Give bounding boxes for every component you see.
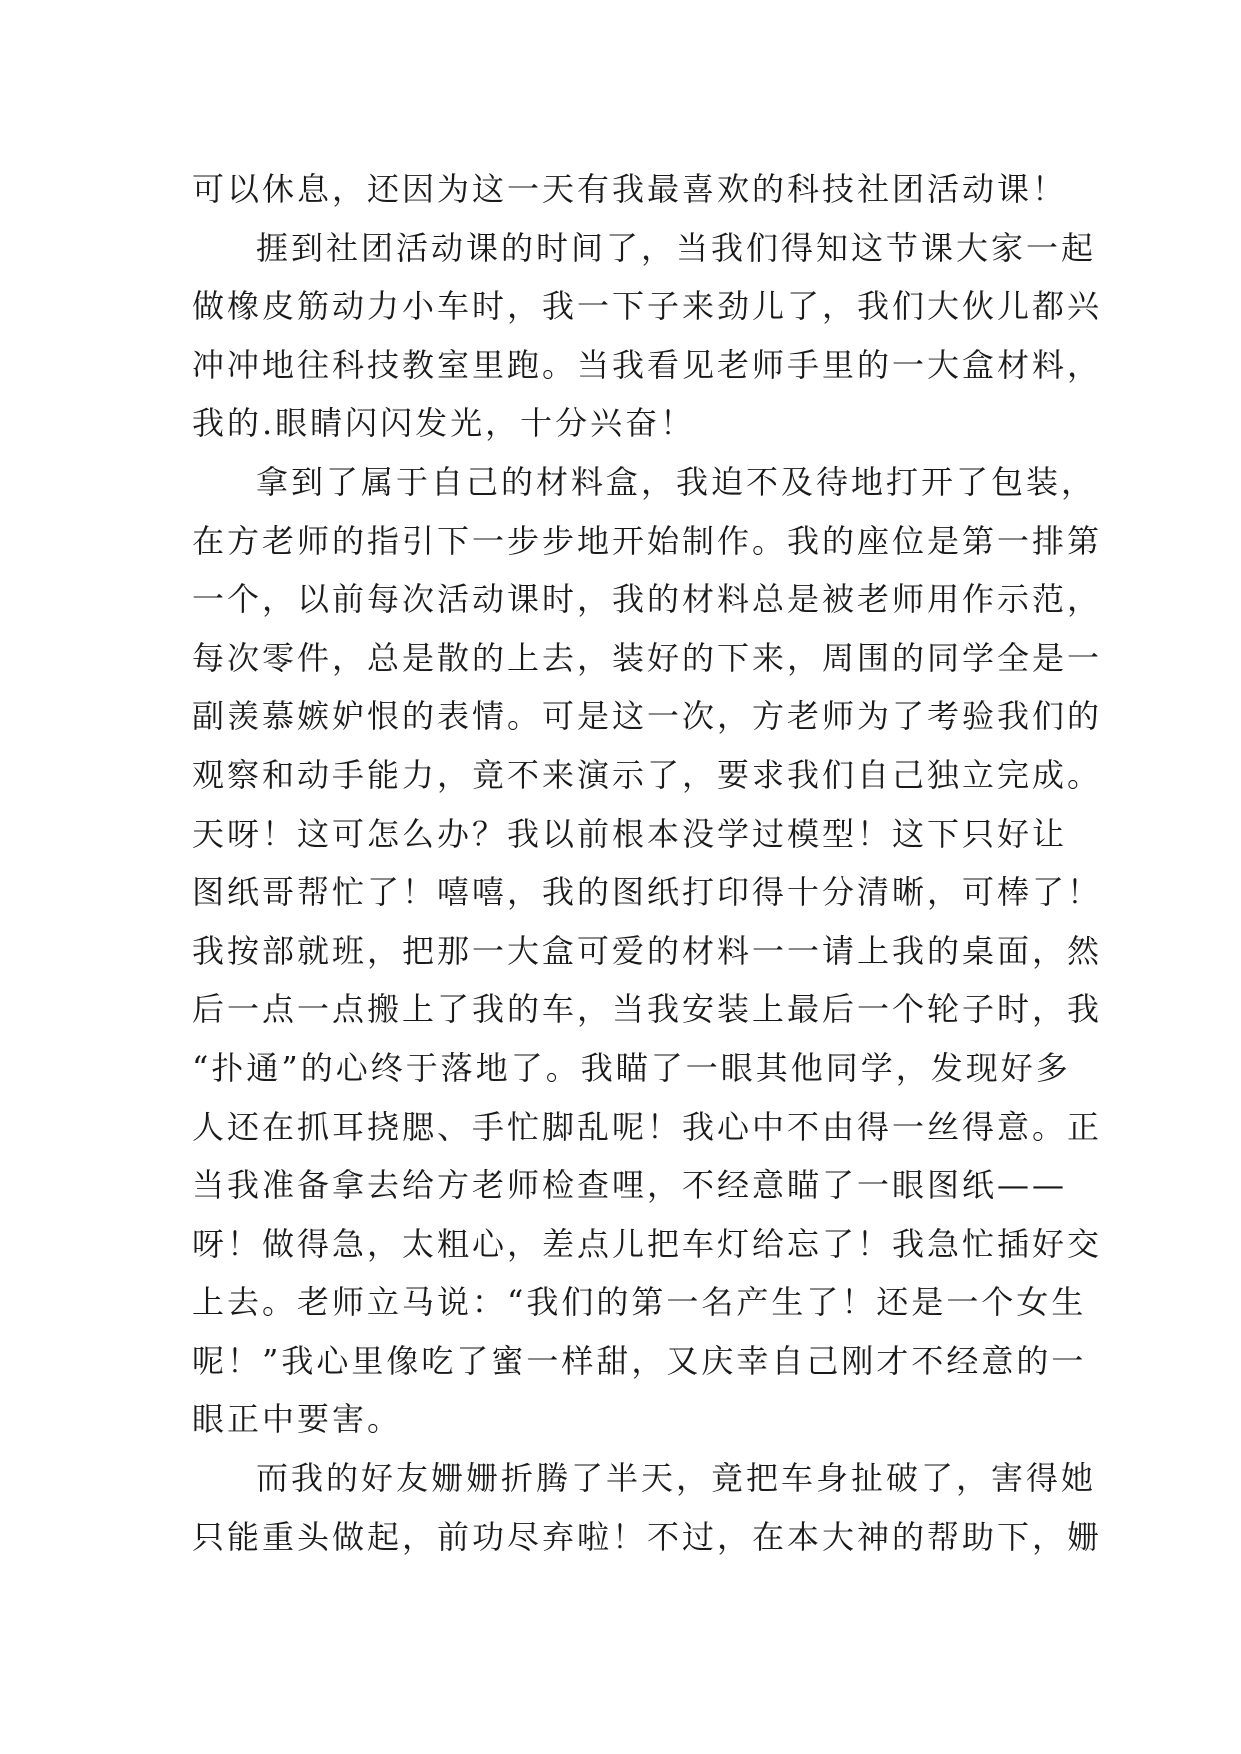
text-line: 后一点一点搬上了我的车，当我安装上最后一个轮子时，我 [192, 990, 1103, 1029]
text-line: 只能重头做起，前功尽弃啦！不过，在本大神的帮助下，姗 [192, 1517, 1103, 1556]
paragraph-start-line: 而我的好友姗姗折腾了半天，竟把车身扯破了，害得她 [256, 1459, 1097, 1498]
paragraph-start-line: 捱到社团活动课的时间了，当我们得知这节课大家一起 [256, 228, 1097, 267]
text-line: 当我准备拿去给方老师检查哩，不经意瞄了一眼图纸—— [192, 1166, 1068, 1205]
text-line: 一个，以前每次活动课时，我的材料总是被老师用作示范， [192, 580, 1103, 619]
text-line: 在方老师的指引下一步步地开始制作。我的座位是第一排第 [192, 521, 1103, 560]
text-line: 上去。老师立马说：“我们的第一名产生了！还是一个女生 [192, 1283, 1087, 1322]
text-line: 副羡慕嫉妒恨的表情。可是这一次，方老师为了考验我们的 [192, 697, 1103, 736]
text-line: 做橡皮筋动力小车时，我一下子来劲儿了，我们大伙儿都兴 [192, 287, 1103, 326]
text-line: 观察和动手能力，竟不来演示了，要求我们自己独立完成。 [192, 755, 1103, 794]
text-line: 眼正中要害。 [192, 1400, 403, 1439]
text-line: 人还在抓耳挠腮、手忙脚乱呢！我心中不由得一丝得意。正 [192, 1107, 1103, 1146]
text-line: 呢！”我心里像吃了蜜一样甜，又庆幸自己刚才不经意的一 [192, 1341, 1087, 1380]
document-body [192, 160, 1103, 1566]
text-line: 图纸哥帮忙了！嘻嘻，我的图纸打印得十分清晰，可棒了！ [192, 873, 1103, 912]
text-line: 冲冲地往科技教室里跑。当我看见老师手里的一大盒材料， [192, 345, 1103, 384]
text-line: 我按部就班，把那一大盒可爱的材料一一请上我的桌面，然 [192, 931, 1103, 970]
text-line: 呀！做得急，太粗心，差点儿把车灯给忘了！我急忙插好交 [192, 1224, 1103, 1263]
text-line: “扑通”的心终于落地了。我瞄了一眼其他同学，发现好多 [192, 1048, 1071, 1087]
text-line: 每次零件，总是散的上去，装好的下来，周围的同学全是一 [192, 638, 1103, 677]
paragraph-start-line: 拿到了属于自己的材料盒，我迫不及待地打开了包装， [256, 462, 1097, 501]
text-line: 可以休息，还因为这一天有我最喜欢的科技社团活动课！ [192, 170, 1068, 208]
text-line: 天呀！这可怎么办？我以前根本没学过模型！这下只好让 [192, 814, 1068, 853]
text-line: 我的.眼睛闪闪发光，十分兴奋！ [192, 404, 696, 443]
